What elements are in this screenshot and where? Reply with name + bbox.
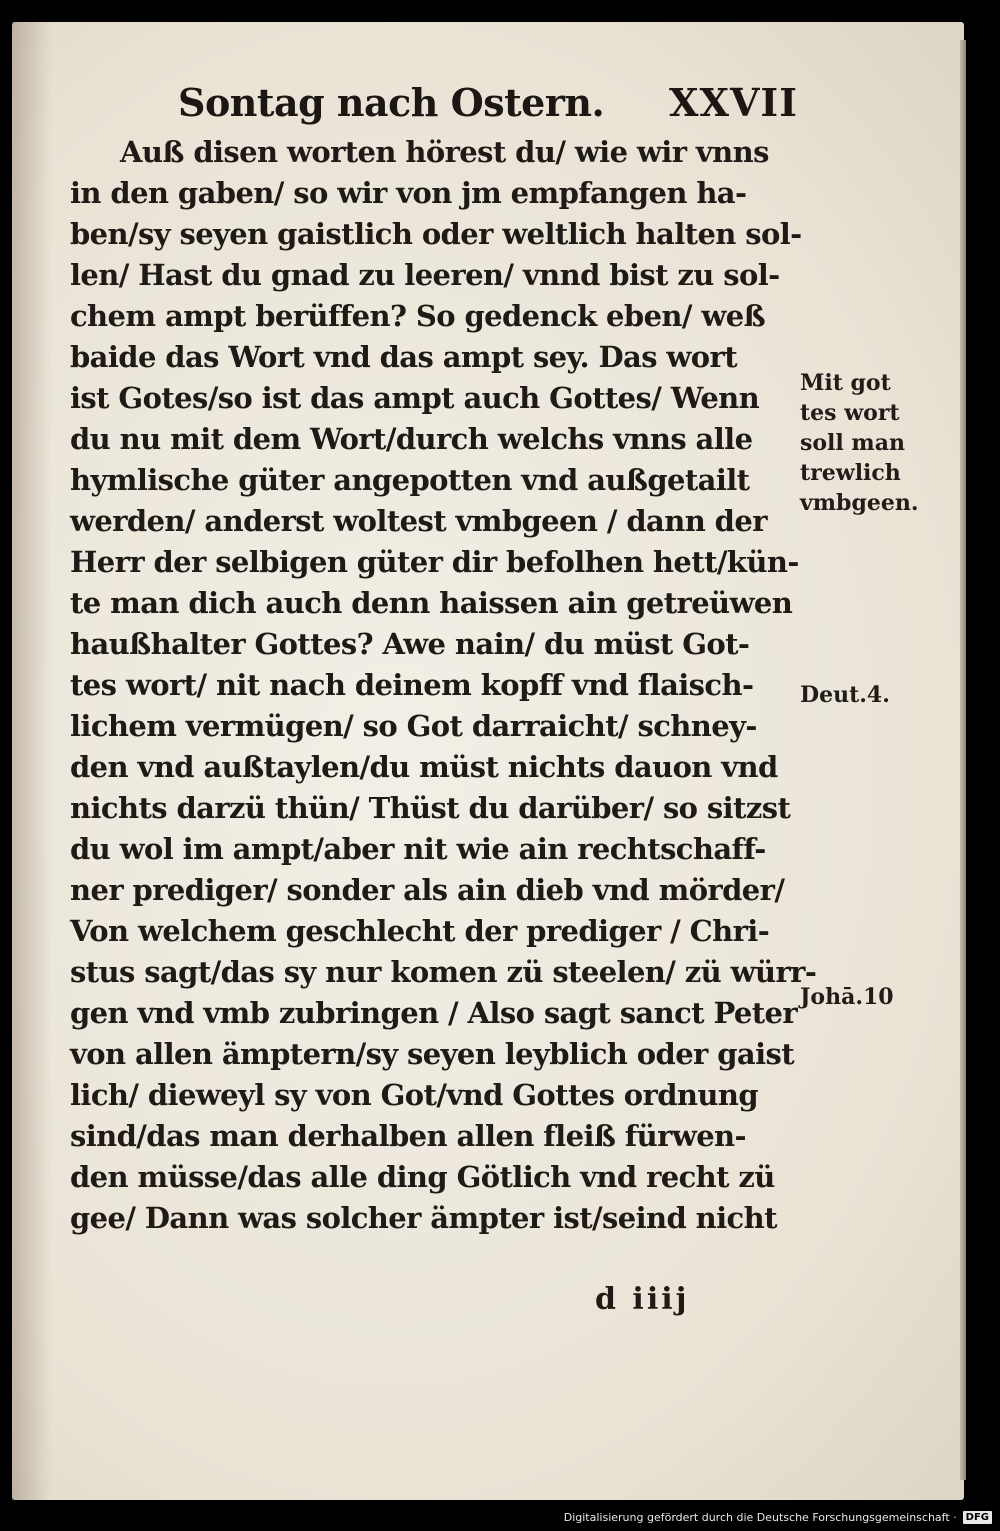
text-line: haußhalter Gottes? Awe nain/ du müst Got-: [70, 627, 750, 661]
text-line: lich/ dieweyl sy von Got/vnd Gottes ordnung: [70, 1078, 759, 1112]
text-line: den müsse/das alle ding Götlich vnd recht zü: [70, 1160, 775, 1194]
signature-mark: d iiij: [595, 1282, 690, 1317]
text-line: du nu mit dem Wort/durch welchs vnns alle: [70, 422, 753, 456]
digitization-footer: [564, 1507, 992, 1527]
text-line: Von welchem geschlecht der prediger / Chri-: [70, 914, 770, 948]
marginal-note-deut: Deut.4.: [800, 682, 890, 708]
marginal-note-line: tes wort: [800, 400, 900, 426]
text-line: sind/das man derhalben allen fleiß fürwen-: [70, 1119, 746, 1153]
dfg-logo: DFG: [963, 1511, 992, 1524]
marginal-note-gottes-wort: [800, 368, 918, 518]
text-line: te man dich auch denn haissen ain getreüwen: [70, 586, 793, 620]
text-line: ist Gotes/so ist das ampt auch Gottes/ Wenn: [70, 381, 760, 415]
marginal-note-line: Mit got: [800, 370, 891, 396]
text-line: Auß disen worten hörest du/ wie wir vnns: [120, 135, 769, 169]
folio-number: XXVII: [668, 80, 798, 125]
text-line: gen vnd vmb zubringen / Also sagt sanct Peter: [70, 996, 798, 1030]
marginal-note-line: soll man: [800, 430, 905, 456]
text-line: hymlische güter angepotten vnd außgetailt: [70, 463, 750, 497]
gutter-shadow: [12, 22, 52, 1500]
text-line: werden/ anderst woltest vmbgeen / dann der: [70, 504, 767, 538]
text-line: tes wort/ nit nach deinem kopff vnd flaisch-: [70, 668, 754, 702]
marginal-note-johannes: Johā.10: [800, 984, 894, 1010]
page-header: [178, 80, 798, 130]
text-line: du wol im ampt/aber nit wie ain rechtschaff-: [70, 832, 766, 866]
text-line: den vnd außtaylen/du müst nichts dauon vnd: [70, 750, 778, 784]
text-line: ben/sy seyen gaistlich oder weltlich halten sol-: [70, 217, 802, 251]
text-line: nichts darzü thün/ Thüst du darüber/ so sitzst: [70, 791, 791, 825]
marginal-note-line: trewlich: [800, 460, 901, 486]
text-line: von allen ämptern/sy seyen leyblich oder gaist: [70, 1037, 795, 1071]
text-line: lichem vermügen/ so Got darraicht/ schney-: [70, 709, 757, 743]
running-head: Sontag nach Ostern.: [178, 80, 605, 125]
marginal-note-line: vmbgeen.: [800, 490, 919, 516]
text-line: Herr der selbigen güter dir befolhen hett/kün-: [70, 545, 799, 579]
text-line: in den gaben/ so wir von jm empfangen ha-: [70, 176, 747, 210]
text-line: stus sagt/das sy nur komen zü steelen/ zü würr-: [70, 955, 817, 989]
footer-credit: Digitalisierung gefördert durch die Deutsche Forschungsgemeinschaft ·: [563, 1510, 957, 1524]
main-text-block: [70, 132, 817, 1239]
text-line: chem ampt berüffen? So gedenck eben/ weß: [70, 299, 766, 333]
text-line: ner prediger/ sonder als ain dieb vnd mörder/: [70, 873, 785, 907]
text-line: baide das Wort vnd das ampt sey. Das wort: [70, 340, 737, 374]
text-line: len/ Hast du gnad zu leeren/ vnnd bist zu sol-: [70, 258, 780, 292]
text-line: gee/ Dann was solcher ämpter ist/seind nicht: [70, 1201, 777, 1235]
page-edge: [960, 40, 966, 1480]
